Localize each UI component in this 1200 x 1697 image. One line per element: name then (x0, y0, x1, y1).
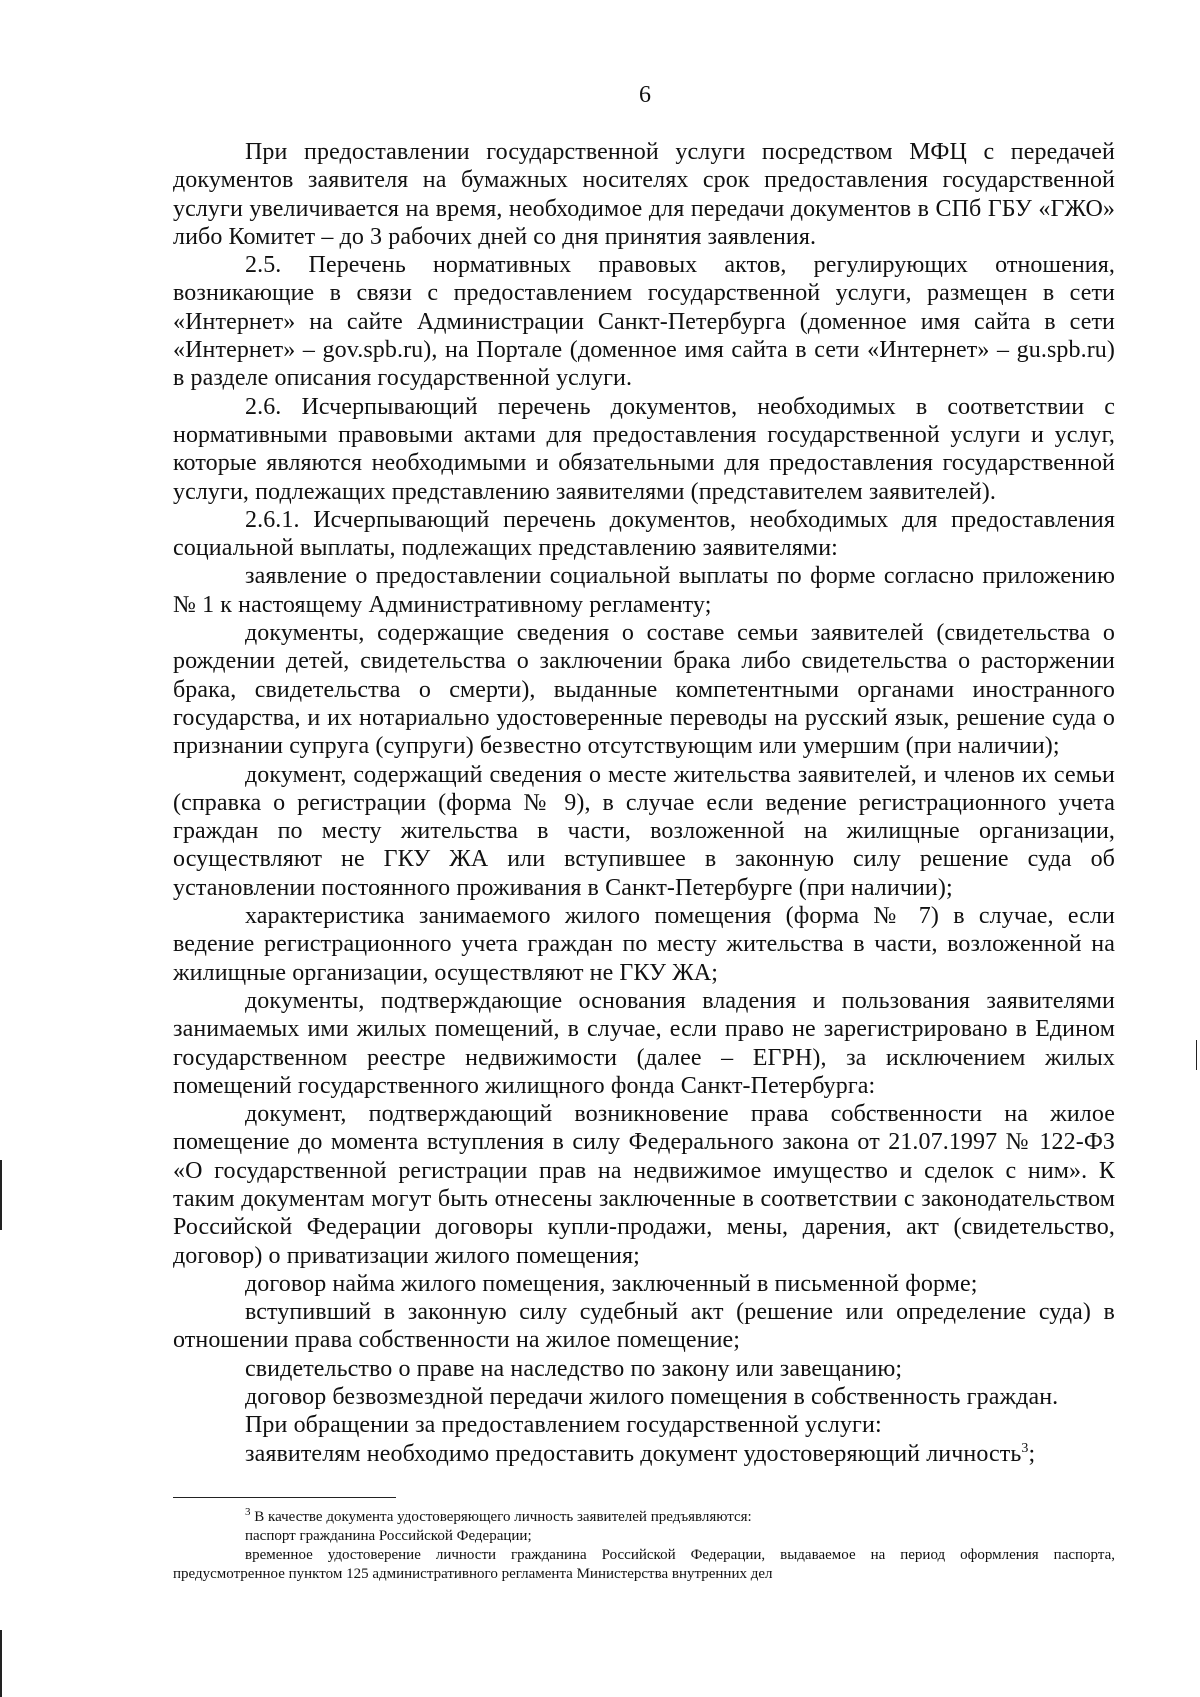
footnote-line (173, 1508, 1115, 1527)
paragraph: 2.6.1. Исчерпывающий перечень документов, необходимых для предоставления социальной выплаты, подлежащих представлению заявителями: (173, 506, 1115, 562)
paragraph: документ, содержащий сведения о месте жительства заявителей, и членов их семьи (справка о регистрации (форма № 9), в случае если ведение регистрационного учета граждан по месту жительства в части, возложенной на жилищные организации, осуществляют не ГКУ ЖА или вступившее в законную силу решение суда об установлении постоянного проживания в Санкт-Петербурге (при наличии); (173, 761, 1115, 901)
page-number: 6 (639, 82, 651, 108)
paragraph: 2.6. Исчерпывающий перечень документов, необходимых в соответствии с нормативными правовыми актами для предоставления государственной услуги и услуг, которые являются необходимыми и обязательными для предоставления государственной услуги, подлежащих представлению заявителями (представителем заявителей). (173, 393, 1115, 505)
paragraph: При предоставлении государственной услуги посредством МФЦ с передачей документов заявителя на бумажных носителях срок предоставления государственной услуги увеличивается на время, необходимое для передачи документов в СПб ГБУ «ГЖО» либо Комитет – до 3 рабочих дней со дня принятия заявления. (173, 139, 1115, 250)
paragraph: договор безвозмездной передачи жилого помещения в собственность граждан. (245, 1384, 1059, 1411)
paragraph-tail: ; (1028, 1440, 1036, 1467)
footnote-reference[interactable]: 3 (1021, 1440, 1029, 1456)
footnote-marker: 3 (245, 1506, 251, 1518)
paragraph: характеристика занимаемого жилого помещения (форма № 7) в случае, если ведение регистрационного учета граждан по месту жительства в части, возложенной на жилищные организации, осуществляют не ГКУ ЖА; (173, 903, 1115, 986)
paragraph: вступивший в законную силу судебный акт (решение или определение суда) в отношении права собственности на жилое помещение; (173, 1299, 1115, 1354)
paragraph: свидетельство о праве на наследство по закону или завещанию; (245, 1355, 903, 1382)
paragraph: документ, подтверждающий возникновение права собственности на жилое помещение до момента вступления в силу Федерального закона от 21.07.1997 № 122-ФЗ «О государственной регистрации прав на недвижимое имущество и сделок с ним». К таким документам могут быть отнесены заключенные в соответствии с законодательством Российской Федерации договоры купли-продажи, мены, дарения, акт (свидетельство, договор) о приватизации жилого помещения; (173, 1101, 1115, 1269)
footnote-block (173, 1508, 1115, 1584)
paragraph-text: заявителям необходимо предоставить документ удостоверяющий личность (245, 1440, 1022, 1467)
scan-edge-mark (0, 1160, 2, 1230)
footnote-separator (173, 1497, 396, 1498)
document-body (173, 138, 1115, 1468)
footnote-line: паспорт гражданина Российской Федерации; (245, 1528, 532, 1544)
footnote-line: временное удостоверение личности гражданина Российской Федерации, выдаваемое на период оформления паспорта, предусмотренное пунктом 125 административного регламента Министерства внутренних дел (173, 1547, 1115, 1582)
paragraph: документы, подтверждающие основания владения и пользования заявителями занимаемых ими жилых помещений, в случае, если право не зарегистрировано в Едином государственном реестре недвижимости (далее – ЕГРН), за исключением жилых помещений государственного жилищного фонда Санкт-Петербурга: (173, 987, 1115, 1099)
paragraph: При обращении за предоставлением государственной услуги: (245, 1412, 882, 1439)
paragraph-last (173, 1440, 1115, 1468)
scan-edge-mark (0, 1630, 2, 1697)
footnote-text: В качестве документа удостоверяющего личность заявителей предъявляются: (250, 1509, 752, 1525)
paragraph: документы, содержащие сведения о составе семьи заявителей (свидетельства о рождении детей, свидетельства о заключении брака либо свидетельства о расторжении брака, свидетельства о смерти), выданные компетентными органами иностранного государства, и их нотариально удостоверенные переводы на русский язык, решение суда о признании супруга (супруги) безвестно отсутствующим или умершим (при наличии); (173, 620, 1115, 760)
paragraph: заявление о предоставлении социальной выплаты по форме согласно приложению № 1 к настоящему Административному регламенту; (173, 563, 1115, 618)
paragraph: 2.5. Перечень нормативных правовых актов, регулирующих отношения, возникающие в связи с предоставлением государственной услуги, размещен в сети «Интернет» на сайте Администрации Санкт-Петербурга (доменное имя сайта в сети «Интернет» – gov.spb.ru), на Портале (доменное имя сайта в сети «Интернет» – gu.spb.ru) в разделе описания государственной услуги. (173, 252, 1115, 392)
scan-edge-mark (1196, 1040, 1197, 1070)
paragraph: договор найма жилого помещения, заключенный в письменной форме; (245, 1270, 978, 1297)
